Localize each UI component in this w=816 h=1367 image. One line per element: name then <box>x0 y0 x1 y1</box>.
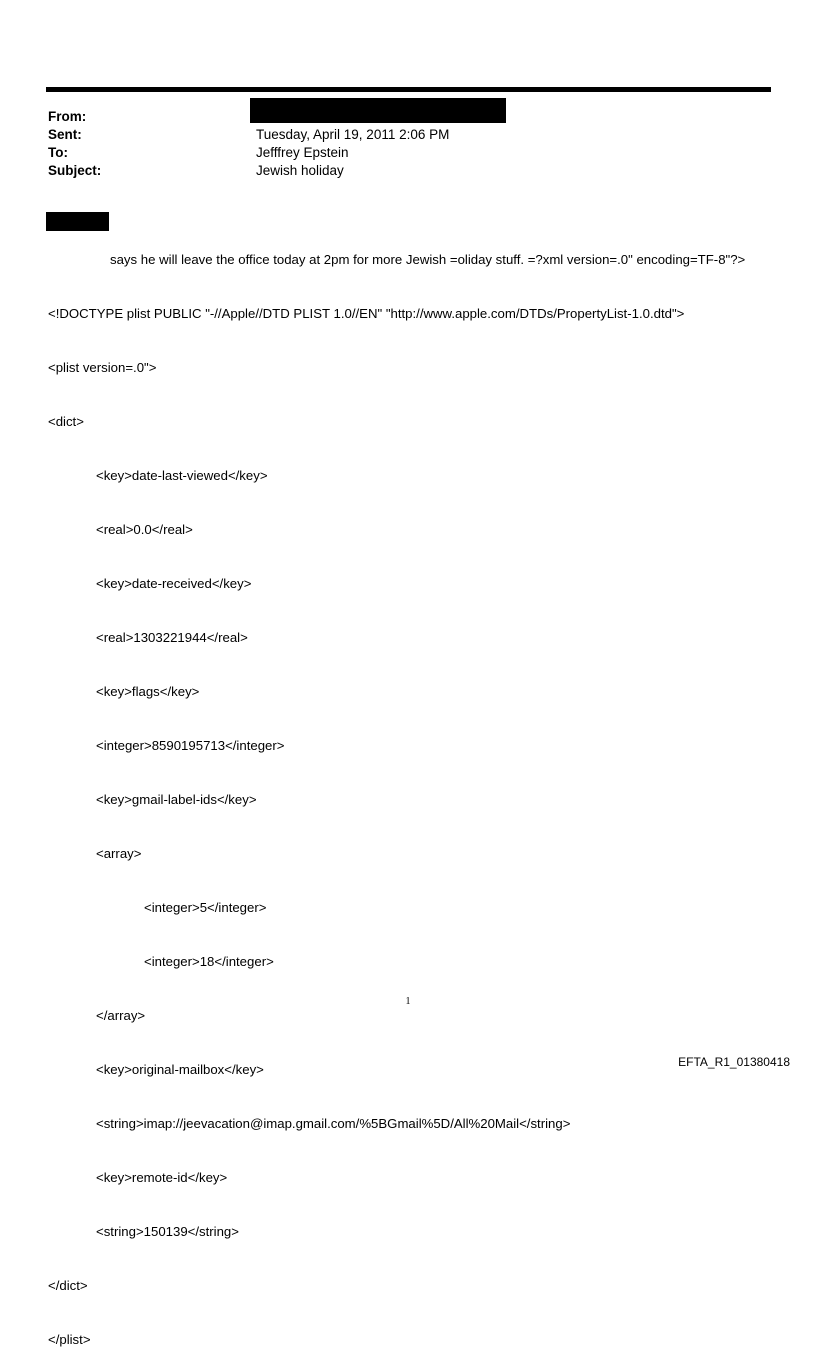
body-line: <key>flags</key> <box>96 684 200 699</box>
body-line: <key>gmail-label-ids</key> <box>96 792 257 807</box>
subject-label: Subject: <box>48 163 102 178</box>
subject-value: Jewish holiday <box>256 163 344 178</box>
sent-label: Sent: <box>48 127 82 142</box>
to-value: Jefffrey Epstein <box>256 145 349 160</box>
body-line: <plist version=.0"> <box>48 360 157 375</box>
body-line: <array> <box>96 846 142 861</box>
body-line: </plist> <box>48 1332 91 1347</box>
body-line: <integer>18</integer> <box>144 954 274 969</box>
sent-value: Tuesday, April 19, 2011 2:06 PM <box>256 127 450 142</box>
body-line: <real>0.0</real> <box>96 522 193 537</box>
body-line: <integer>8590195713</integer> <box>96 738 285 753</box>
body-line: </array> <box>96 1008 146 1023</box>
message-body <box>48 215 788 1367</box>
body-line: <key>date-last-viewed</key> <box>96 468 268 483</box>
body-line: <key>original-mailbox</key> <box>96 1062 264 1077</box>
document-id: EFTA_R1_01380418 <box>678 1055 790 1069</box>
body-line: <!DOCTYPE plist PUBLIC "-//Apple//DTD PLIST 1.0//EN" "http://www.apple.com/DTDs/PropertyList-1.0.dtd"> <box>48 306 685 321</box>
body-line: <key>date-received</key> <box>96 576 252 591</box>
body-line: <real>1303221944</real> <box>96 630 248 645</box>
body-line: <string>150139</string> <box>96 1224 239 1239</box>
body-line: <string>imap://jeevacation@imap.gmail.com/%5BGmail%5D/All%20Mail</string> <box>96 1116 571 1131</box>
from-label: From: <box>48 109 87 124</box>
body-line: </dict> <box>48 1278 88 1293</box>
page-number: 1 <box>405 996 411 1007</box>
body-line: <integer>5</integer> <box>144 900 267 915</box>
body-first-line: says he will leave the office today at 2pm for more Jewish =oliday stuff. =?xml version=.0" encoding=TF-8"?> <box>110 252 746 267</box>
from-redaction <box>250 98 506 123</box>
body-line: <dict> <box>48 414 84 429</box>
to-label: To: <box>48 145 68 160</box>
body-line: <key>remote-id</key> <box>96 1170 228 1185</box>
header-rule <box>46 87 771 92</box>
